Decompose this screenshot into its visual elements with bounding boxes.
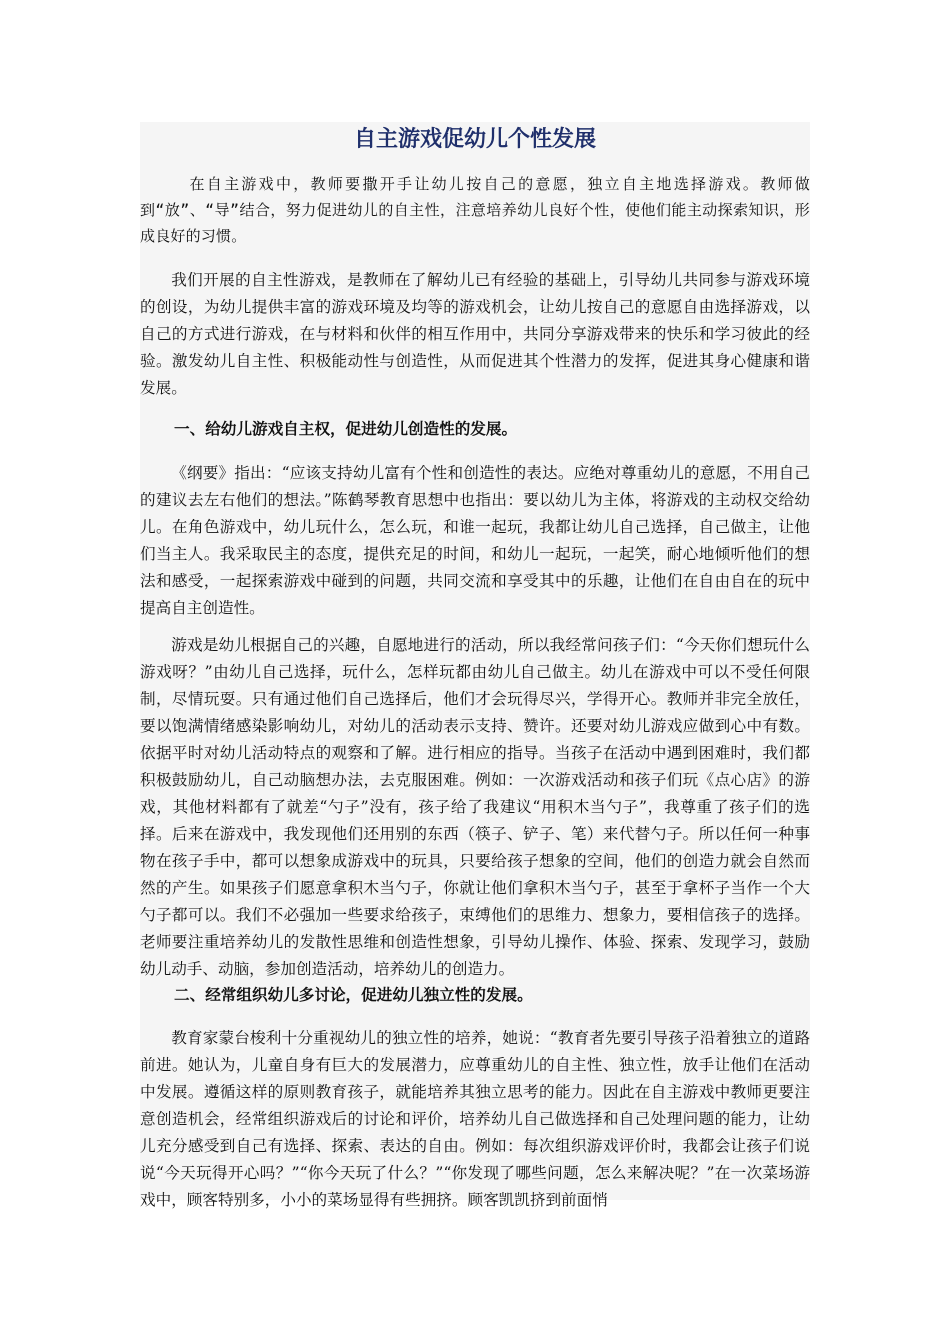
body-paragraph-1: 我们开展的自主性游戏，是教师在了解幼儿已有经验的基础上，引导幼儿共同参与游戏环境的创设，为幼儿提供丰富的游戏环境及均等的游戏机会，让幼儿按自己的意愿自由选择游戏，以自己的方式进行游戏，在与材料和伙伴的相互作用中，共同分享游戏带来的快乐和学习彼此的经验。激发幼儿自主性、积极能动性与创造性，从而促进其个性潜力的发挥，促进其身心健康和谐发展。 <box>140 271 810 397</box>
body-paragraph-2: 《纲要》指出：“应该支持幼儿富有个性和创造性的表达。应绝对尊重幼儿的意愿，不用自己的建议去左右他们的想法。”陈鹤琴教育思想中也指出：要以幼儿为主体，将游戏的主动权交给幼儿。在角色游戏中，幼儿玩什么，怎么玩，和谁一起玩，我都让幼儿自己选择，自己做主，让他们当主人。我采取民主的态度，提供充足的时间，和幼儿一起玩，一起笑，耐心地倾听他们的想法和感受，一起探索游戏中碰到的问题，共同交流和享受其中的乐趣，让他们在自由自在的玩中提高自主创造性。 <box>140 464 810 617</box>
document-title: 自主游戏促幼儿个性发展 <box>353 126 596 152</box>
body-paragraph-3: 游戏是幼儿根据自己的兴趣，自愿地进行的活动，所以我经常问孩子们：“今天你们想玩什么游戏呀？”由幼儿自己选择，玩什么，怎样玩都由幼儿自己做主。幼儿在游戏中可以不受任何限制，尽情玩耍。只有通过他们自己选择后，他们才会玩得尽兴，学得开心。教师并非完全放任，要以饱满情绪感染影响幼儿，对幼儿的活动表示支持、赞许。还要对幼儿游戏应做到心中有数。依据平时对幼儿活动特点的观察和了解。进行相应的指导。当孩子在活动中遇到困难时，我们都积极鼓励幼儿，自己动脑想办法，去克服困难。例如：一次游戏活动和孩子们玩《点心店》的游戏，其他材料都有了就差“勺子”没有，孩子给了我建议“用积木当勺子”，我尊重了孩子们的选择。后来在游戏中，我发现他们还用别的东西（筷子、铲子、笔）来代替勺子。所以任何一种事物在孩子手中，都可以想象成游戏中的玩具，只要给孩子想象的空间，他们的创造力就会自然而然的产生。如果孩子们愿意拿积木当勺子，你就让他们拿积木当勺子，甚至于拿杯子当作一个大勺子都可以。我们不必强加一些要求给孩子，束缚他们的思维力、想象力，要相信孩子的选择。老师要注重培养幼儿的发散性思维和创造性想象，引导幼儿操作、体验、探索、发现学习，鼓励幼儿动手、动脑，参加创造活动，培养幼儿的创造力。 <box>140 636 810 978</box>
intro-paragraph: 在自主游戏中，教师要撒开手让幼儿按自己的意愿，独立自主地选择游戏。教师做到“放”、“导”结合，努力促进幼儿的自主性，注意培养幼儿良好个性，使他们能主动探索知识，形成良好的习惯。 <box>140 175 810 245</box>
section-heading-1: 一、给幼儿游戏自主权，促进幼儿创造性的发展。 <box>174 420 518 438</box>
section-heading-2: 二、经常组织幼儿多讨论，促进幼儿独立性的发展。 <box>174 986 533 1004</box>
body-paragraph-4: 教育家蒙台梭利十分重视幼儿的独立性的培养，她说：“教育者先要引导孩子沿着独立的道路前进。她认为，儿童自身有巨大的发展潜力，应尊重幼儿的自主性、独立性，放手让他们在活动中发展。遵循这样的原则教育孩子，就能培养其独立思考的能力。因此在自主游戏中教师更要注意创造机会，经常组织游戏后的讨论和评价，培养幼儿自己做选择和自己处理问题的能力，让幼儿充分感受到自己有选择、探索、表达的自由。例如：每次组织游戏评价时，我都会让孩子们说说“今天玩得开心吗？”“你今天玩了什么？”“你发现了哪些问题，怎么来解决呢？”在一次菜场游戏中，顾客特别多，小小的菜场显得有些拥挤。顾客凯凯挤到前面悄 <box>140 1029 810 1209</box>
